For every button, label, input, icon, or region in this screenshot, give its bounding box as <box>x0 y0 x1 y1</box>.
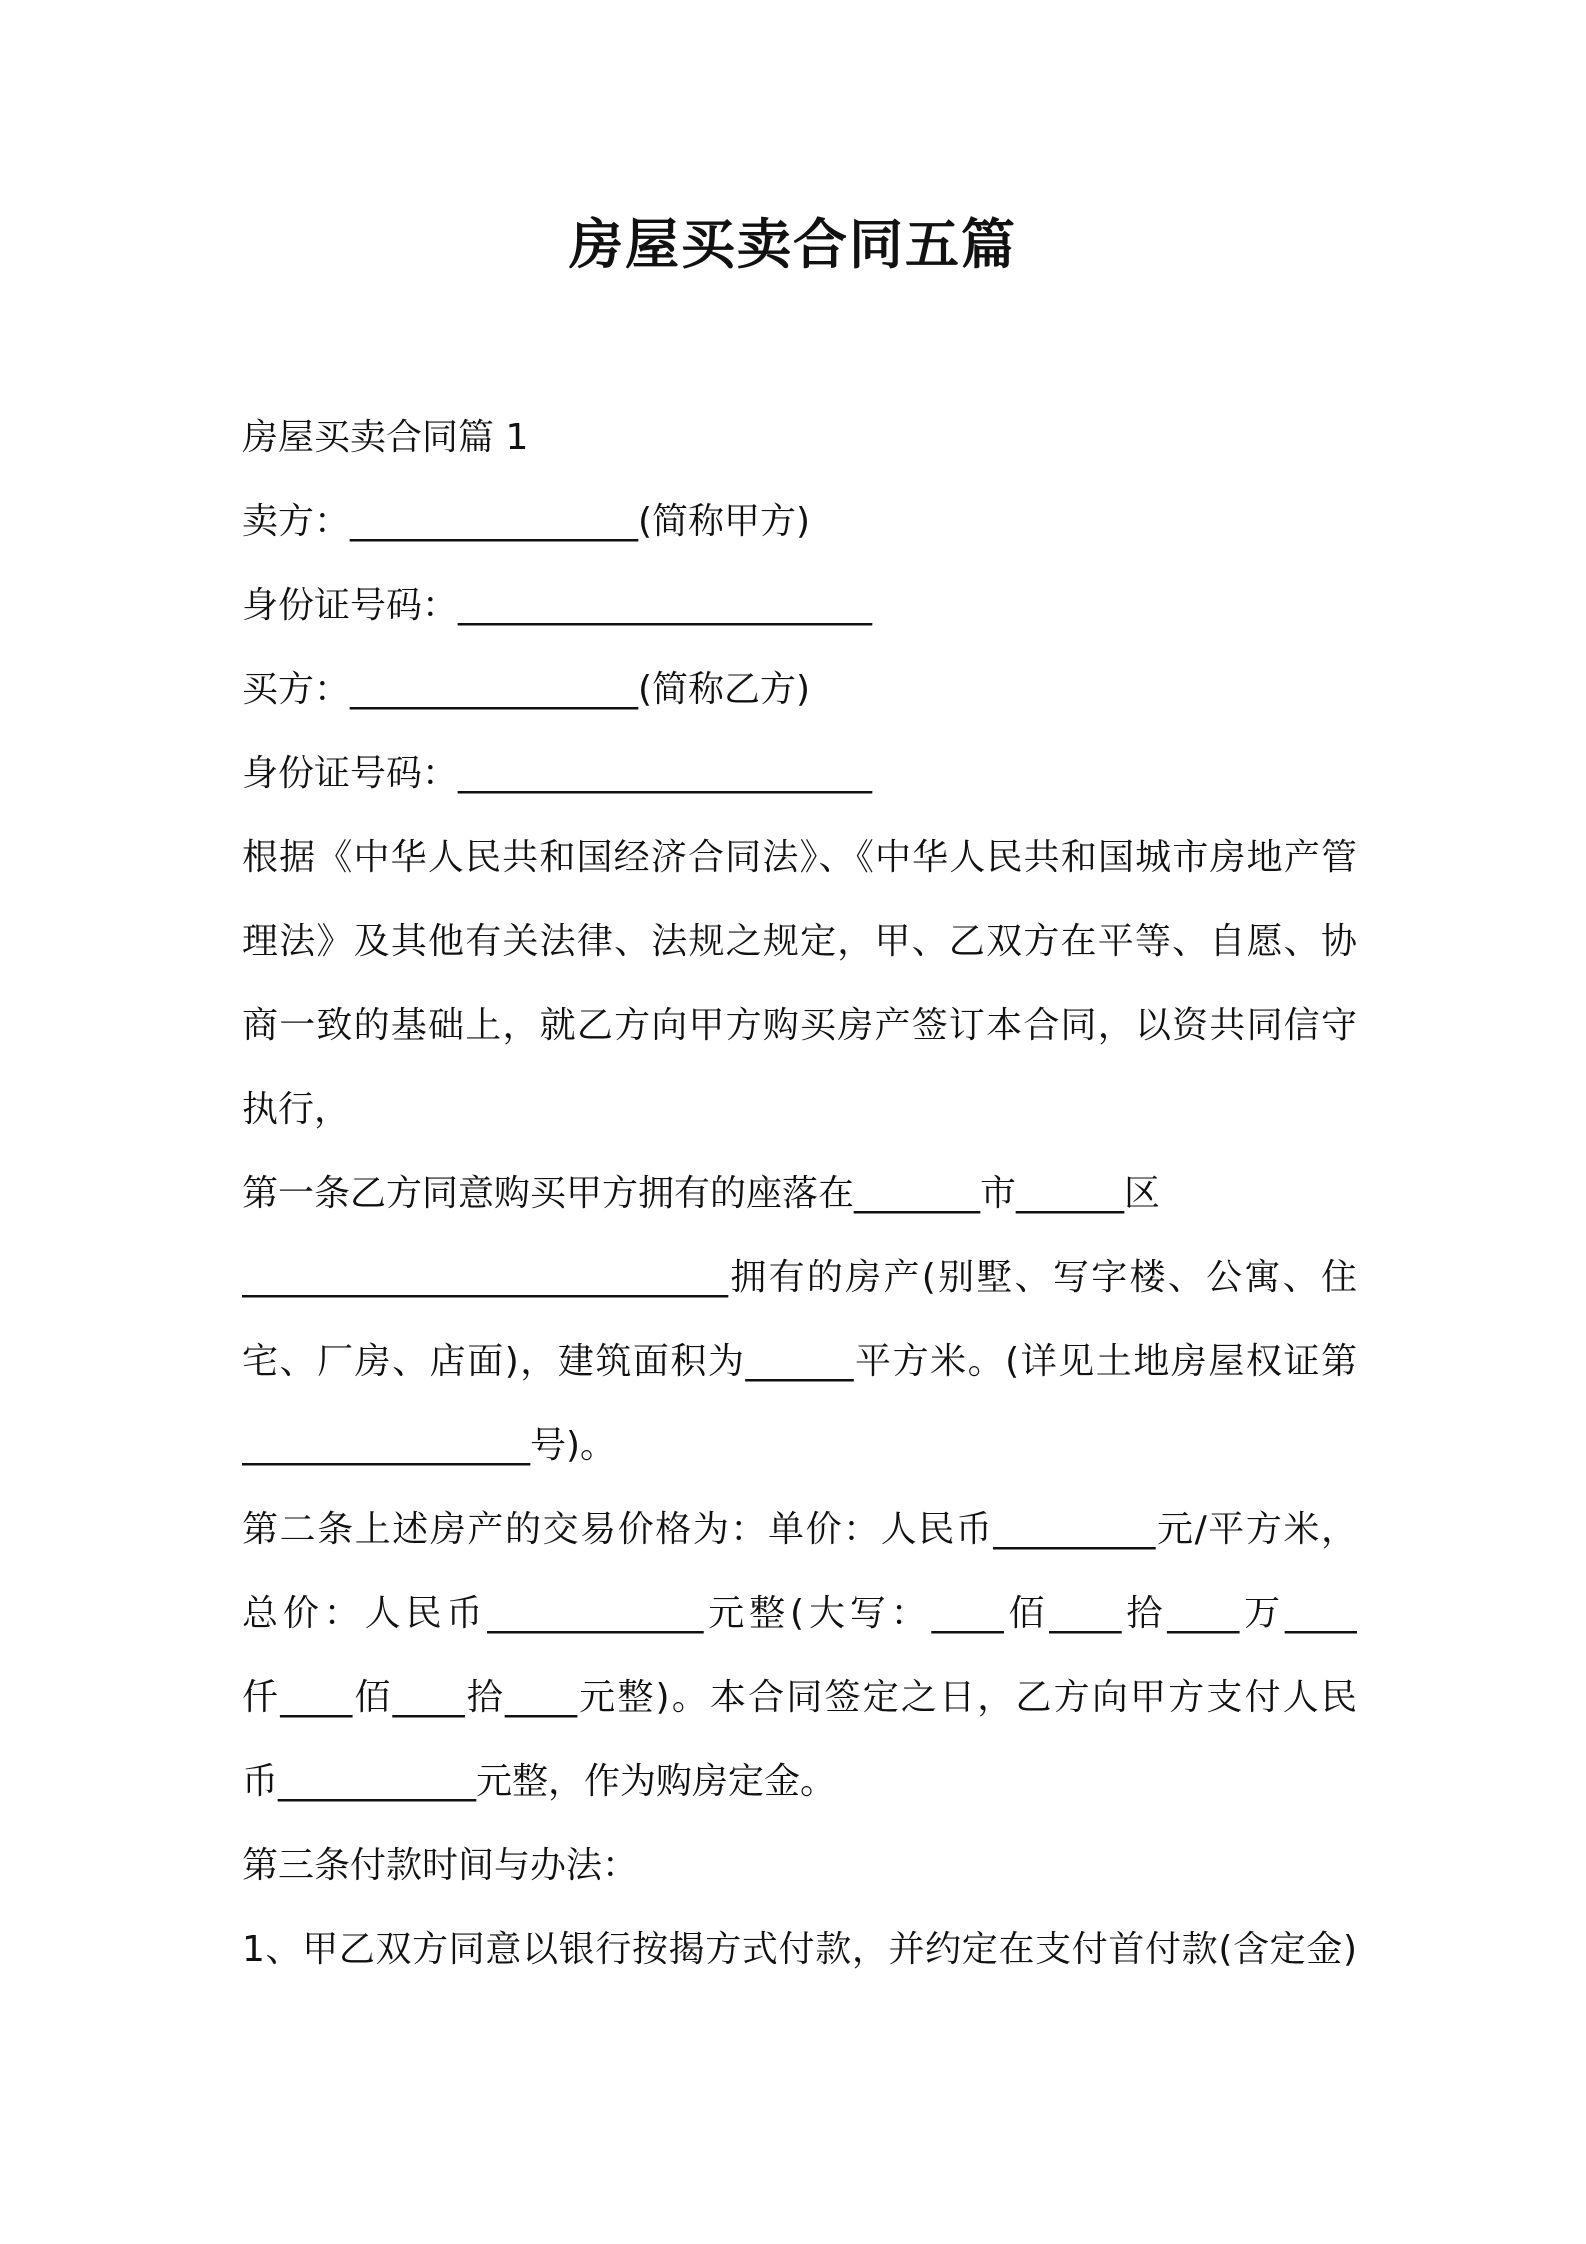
article-two-line: 币___________元整，作为购房定金。 <box>242 1761 837 1802</box>
document-title: 房屋买卖合同五篇 <box>569 213 1017 276</box>
article-three-line: 1、甲乙双方同意以银行按揭方式付款，并约定在支付首付款(含定金) <box>242 1929 1357 1970</box>
article-two-line: 仟____佰____拾____元整)。本合同签定之日，乙方向甲方支付人民 <box>242 1677 1357 1718</box>
article-one-line: ________________号)。 <box>242 1425 617 1466</box>
article-one-line: ___________________________拥有的房产(别墅、写字楼、公寓、住 <box>242 1257 1357 1298</box>
section-heading: 房屋买卖合同篇 1 <box>242 417 529 458</box>
paragraph-line: 理法》及其他有关法律、法规之规定，甲、乙双方在平等、自愿、协 <box>242 921 1357 962</box>
article-two-line: 第二条上述房产的交易价格为：单价：人民币_________元/平方米， <box>242 1509 1357 1550</box>
buyer-line: 买方：________________(简称乙方) <box>242 669 811 710</box>
article-three-heading: 第三条付款时间与办法： <box>242 1845 639 1886</box>
paragraph-line: 执行， <box>242 1089 351 1130</box>
paragraph-line: 商一致的基础上，就乙方向甲方购买房产签订本合同，以资共同信守 <box>242 1005 1357 1046</box>
article-two-line: 总价：人民币____________元整(大写：____佰____拾____万____ <box>242 1593 1357 1634</box>
buyer-id-line: 身份证号码：_______________________ <box>242 753 873 794</box>
article-one-line: 宅、厂房、店面)，建筑面积为______平方米。(详见土地房屋权证第 <box>242 1341 1357 1382</box>
seller-id-line: 身份证号码：_______________________ <box>242 585 873 626</box>
article-one-line: 第一条乙方同意购买甲方拥有的座落在_______市______区 <box>242 1173 1161 1214</box>
seller-line: 卖方：________________(简称甲方) <box>242 501 811 542</box>
paragraph-line: 根据《中华人民共和国经济合同法》、《中华人民共和国城市房地产管 <box>242 837 1357 878</box>
